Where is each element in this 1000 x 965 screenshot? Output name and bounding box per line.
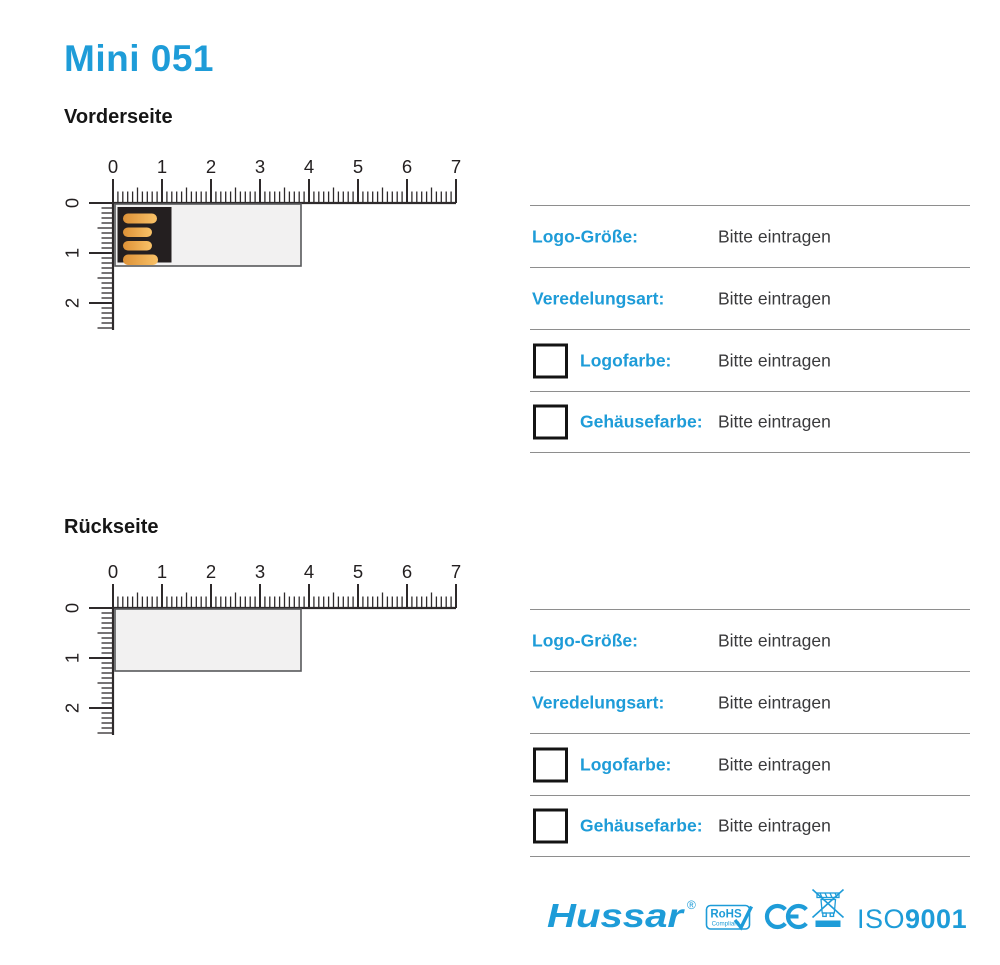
ruler-number: 6 bbox=[401, 561, 413, 582]
ruler-number: 1 bbox=[61, 652, 83, 664]
front-form bbox=[530, 205, 970, 453]
weee-bin-icon bbox=[813, 890, 844, 928]
ruler-number: 4 bbox=[303, 561, 315, 582]
ruler-number: 4 bbox=[303, 156, 315, 177]
field-label: Veredelungsart: bbox=[532, 692, 665, 712]
ruler-number: 3 bbox=[254, 561, 266, 582]
ruler-number: 0 bbox=[61, 197, 83, 209]
field-row-logofarbe-front bbox=[530, 329, 970, 391]
field-row-veredelungsart-back bbox=[530, 671, 970, 733]
ruler-number: 1 bbox=[156, 156, 168, 177]
iso9001-logo bbox=[857, 904, 967, 934]
field-value[interactable]: Bitte eintragen bbox=[718, 350, 831, 370]
ruler-number: 7 bbox=[450, 561, 462, 582]
ruler-number: 2 bbox=[205, 561, 217, 582]
page-title: Mini 051 bbox=[64, 38, 214, 79]
field-label: Logo-Größe: bbox=[532, 226, 638, 246]
field-value[interactable]: Bitte eintragen bbox=[718, 692, 831, 712]
ruler-number: 0 bbox=[61, 602, 83, 614]
ruler-number: 3 bbox=[254, 156, 266, 177]
gehaeusefarbe-checkbox[interactable] bbox=[533, 405, 568, 440]
ruler-number: 5 bbox=[352, 156, 364, 177]
ruler-number: 0 bbox=[107, 156, 119, 177]
field-row-logo-groesse-back bbox=[530, 609, 970, 671]
logofarbe-checkbox[interactable] bbox=[533, 747, 568, 782]
field-row-gehaeusefarbe-front bbox=[530, 391, 970, 453]
rohs-compliant-badge bbox=[707, 906, 752, 930]
field-label: Logofarbe: bbox=[580, 350, 672, 370]
ruler-number: 1 bbox=[61, 247, 83, 259]
ce-mark-icon bbox=[767, 906, 806, 927]
ruler-number: 6 bbox=[401, 156, 413, 177]
usb-contact-pad bbox=[123, 214, 157, 224]
ruler-number: 2 bbox=[61, 297, 83, 309]
logofarbe-checkbox[interactable] bbox=[533, 343, 568, 378]
gehaeusefarbe-checkbox[interactable] bbox=[533, 809, 568, 844]
field-label: Gehäusefarbe: bbox=[580, 815, 703, 836]
ruler-number: 2 bbox=[205, 156, 217, 177]
field-label: Logofarbe: bbox=[580, 754, 672, 774]
checkmark-icon bbox=[735, 907, 752, 928]
iso-number: 9001 bbox=[905, 904, 968, 934]
field-row-logo-groesse-front bbox=[530, 205, 970, 267]
field-row-veredelungsart-front bbox=[530, 267, 970, 329]
usb-contact-pad bbox=[123, 241, 152, 251]
front-ruler bbox=[62, 156, 462, 330]
field-value[interactable]: Bitte eintragen bbox=[718, 754, 831, 774]
usb-connector bbox=[118, 207, 172, 265]
field-value[interactable]: Bitte eintragen bbox=[718, 411, 831, 432]
iso-prefix: ISO bbox=[857, 904, 906, 934]
usb-stick-front bbox=[115, 204, 301, 266]
back-ruler bbox=[62, 561, 462, 735]
ruler-number: 1 bbox=[156, 561, 168, 582]
svg-text:ISO9001 bbox=[857, 904, 967, 934]
ruler-number: 2 bbox=[61, 702, 83, 714]
rohs-text: RoHS bbox=[710, 908, 742, 921]
field-value[interactable]: Bitte eintragen bbox=[718, 226, 831, 246]
section-heading-front: Vorderseite bbox=[64, 106, 173, 128]
hussar-wordmark: Hussar bbox=[547, 897, 686, 934]
field-label: Gehäusefarbe: bbox=[580, 411, 703, 432]
registered-mark: ® bbox=[687, 898, 696, 912]
field-label: Logo-Größe: bbox=[532, 630, 638, 650]
usb-stick-back bbox=[115, 609, 301, 671]
rohs-compliant-text: Compliant bbox=[711, 920, 740, 928]
ruler-number: 7 bbox=[450, 156, 462, 177]
field-row-logofarbe-back bbox=[530, 733, 970, 795]
field-row-gehaeusefarbe-back bbox=[530, 795, 970, 857]
field-value[interactable]: Bitte eintragen bbox=[718, 288, 831, 308]
section-heading-back: Rückseite bbox=[64, 516, 159, 538]
usb-contact-pad bbox=[123, 228, 152, 238]
ruler-number: 0 bbox=[107, 561, 119, 582]
usb-contact-pad bbox=[123, 255, 158, 266]
field-value[interactable]: Bitte eintragen bbox=[718, 630, 831, 650]
hussar-logo bbox=[547, 897, 696, 934]
ruler-number: 5 bbox=[352, 561, 364, 582]
field-label: Veredelungsart: bbox=[532, 288, 665, 308]
field-value[interactable]: Bitte eintragen bbox=[718, 815, 831, 836]
back-form bbox=[530, 609, 970, 857]
